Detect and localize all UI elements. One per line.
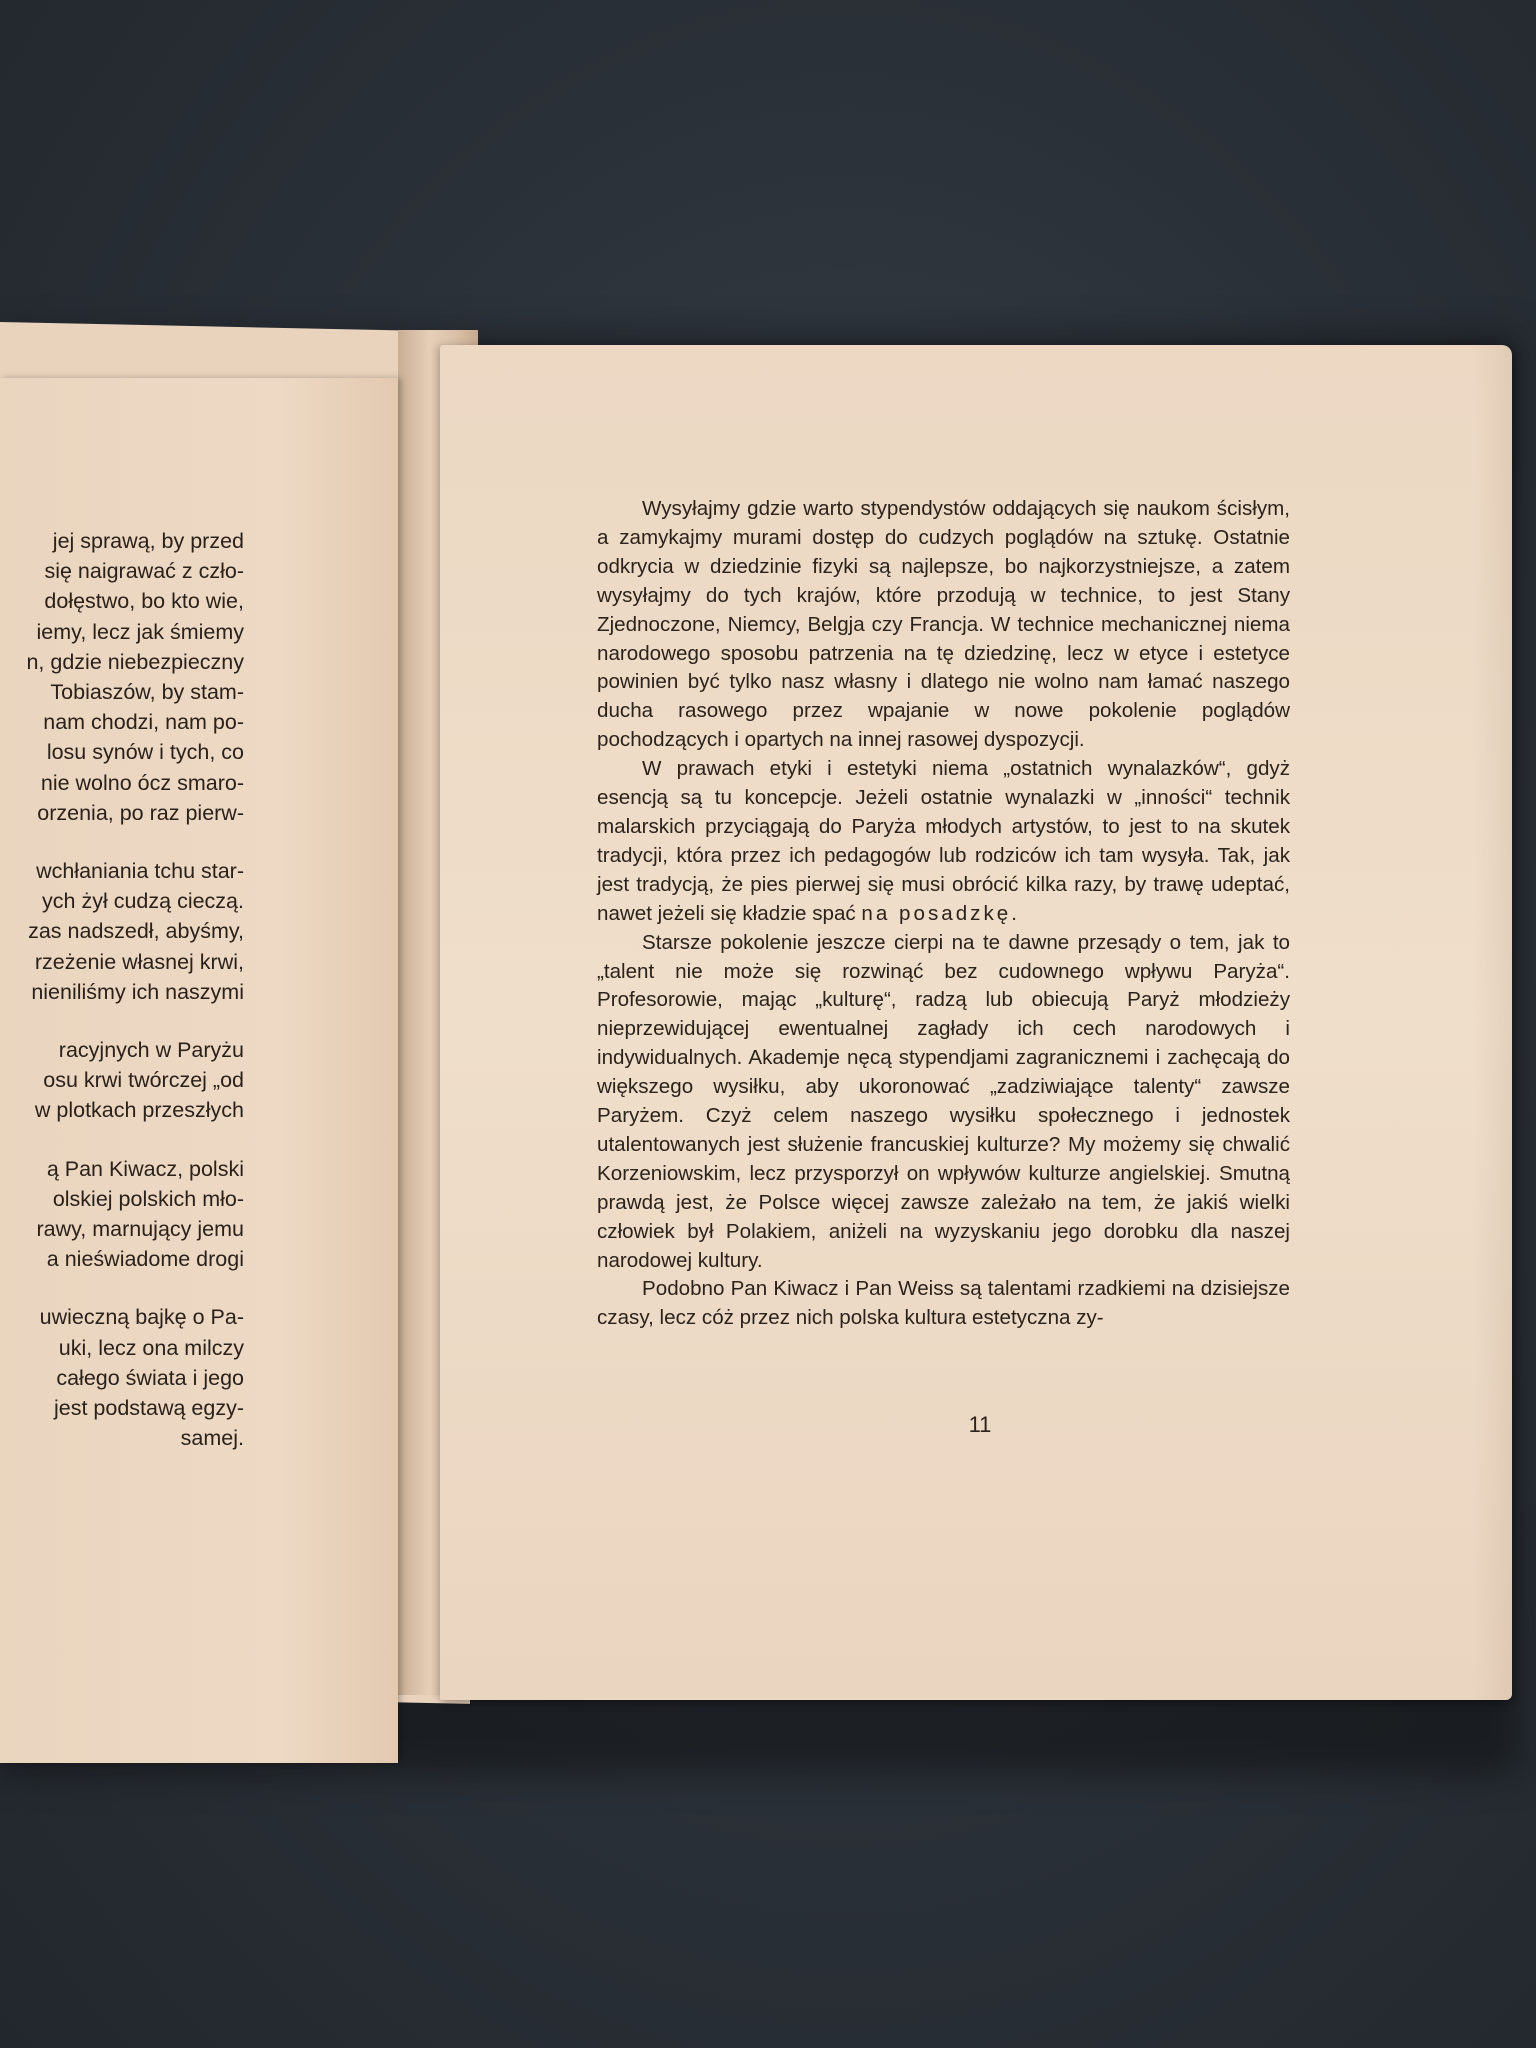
right-page-text <box>597 495 1290 1333</box>
text-line: całego świata i jego <box>56 1365 244 1390</box>
text-line: rzeżenie własnej krwi, <box>34 949 244 974</box>
text-line: uki, lecz ona milczy <box>58 1335 244 1360</box>
text-line: iemy, lecz jak śmiemy <box>36 619 244 644</box>
text-line: dołęstwo, bo kto wie, <box>44 589 244 614</box>
text-line: losu synów i tych, co <box>46 740 244 765</box>
text-line: ą Pan Kiwacz, polski <box>46 1156 244 1181</box>
paragraph <box>597 755 1290 928</box>
spaced-emphasis: na posadzkę. <box>861 901 1020 925</box>
text-line: Tobiaszów, by stam- <box>50 680 244 705</box>
text-line: nie wolno ócz smaro- <box>40 770 244 795</box>
text-line: uwieczną bajkę o Pa- <box>39 1305 244 1330</box>
text-line: osu krwi twórczej „od <box>43 1068 244 1093</box>
text-line: jej sprawą, by przed <box>52 529 244 553</box>
text-line: rawy, marnujący jemu <box>36 1217 244 1242</box>
paragraph-gap <box>0 1126 244 1154</box>
paragraph-gap <box>0 1007 244 1035</box>
text-line: jest podstawą egzy- <box>53 1396 244 1421</box>
left-page <box>0 378 398 1763</box>
text-line: zas nadszedł, abyśmy, <box>28 919 244 944</box>
text-line: n, gdzie niebezpieczny <box>26 649 244 674</box>
text-line: wchłaniania tchu star- <box>36 859 244 884</box>
text-line: ych żył cudzą cieczą. <box>42 889 244 914</box>
left-page-text <box>0 526 244 1453</box>
paragraph-gap <box>0 828 244 856</box>
text-line: nam chodzi, nam po- <box>43 710 244 735</box>
page-edge-shade <box>1472 345 1512 1700</box>
text-line: orzenia, po raz pierw- <box>37 800 244 825</box>
text-line: samej. <box>180 1426 244 1451</box>
paragraph: Starsze pokolenie jeszcze cierpi na te dawne przesądy o tem, jak to „talent nie może się rozwinąć bez cudownego wpływu Paryża“. Profesorowie, mając „kulturę“, radzą lub obiecują Paryż młodzieży nieprzewidującej ewentualnej zagłady ich cech narodowych i indywidualnych. Akademje nęcą stypendjami zagranicznemi i zachęcają do większego wysiłku, aby ukoronować „zadziwiające talenty“ zawsze Paryżem. Czyż celem naszego wysiłku społecznego i jednostek utalentowanych jest służenie francuskiej kulturze? My możemy się chwalić Korzeniowskim, lecz przysporzył on wpływów kulturze angielskiej. Smutną prawdą jest, że Polsce więcej zawsze zależało na tem, że jakiś wielki człowiek był Polakiem, aniżeli na wyzyskaniu jego dorobku dla naszej narodowej kultury. <box>597 930 1290 1272</box>
text-line: nieniliśmy ich naszymi <box>31 979 244 1004</box>
text-line: racyjnych w Paryżu <box>58 1038 244 1063</box>
text-line: w plotkach przeszłych <box>34 1098 244 1123</box>
page-number: 11 <box>968 1412 992 1437</box>
text-line: a nieświadome drogi <box>46 1247 244 1272</box>
text-line: olskiej polskich mło- <box>52 1186 244 1211</box>
right-page <box>440 345 1512 1700</box>
paragraph: Wysyłajmy gdzie warto stypendystów oddających się naukom ścisłym, a zamykajmy murami dostęp do cudzych poglądów na sztukę. Ostatnie odkrycia w dziedzinie fizyki są najlepsze, bo najkorzystniejsze, a zatem wysyłajmy do tych krajów, które przodują w technice, to jest Stany Zjednoczone, Niemcy, Belgja czy Francja. W technice mechanicznej niema narodowego sposobu patrzenia na tę dziedzinę, lecz w etyce i estetyce powinien być tylko nasz własny i dlatego nie wolno nam łamać naszego ducha rasowego przez wpajanie w nowe pokolenie poglądów pochodzących i opartych na innej rasowej dyspozycji. <box>597 497 1290 752</box>
paragraph-text: W prawach etyki i estetyki niema „ostatnich wynalazków“, gdyż esencją są tu koncepcje. Jeżeli ostatnie wynalazki w „inności“ technik malarskich przyciągają do Paryża młodych artystów, to jest to na skutek tradycji, która przez ich pedagogów lub rodziców ich tam wysyła. Tak, jak jest tradycją, że pies pierwej się musi obrócić kilka razy, by trawę udeptać, nawet jeżeli się kładzie spać <box>597 757 1290 925</box>
paragraph: Podobno Pan Kiwacz i Pan Weiss są talentami rzadkiemi na dzisiejsze czasy, lecz cóż przez nich polska kultura estetyczna zy- <box>597 1277 1290 1330</box>
paragraph-gap <box>0 1274 244 1302</box>
text-line: się naigrawać z czło- <box>44 559 244 584</box>
